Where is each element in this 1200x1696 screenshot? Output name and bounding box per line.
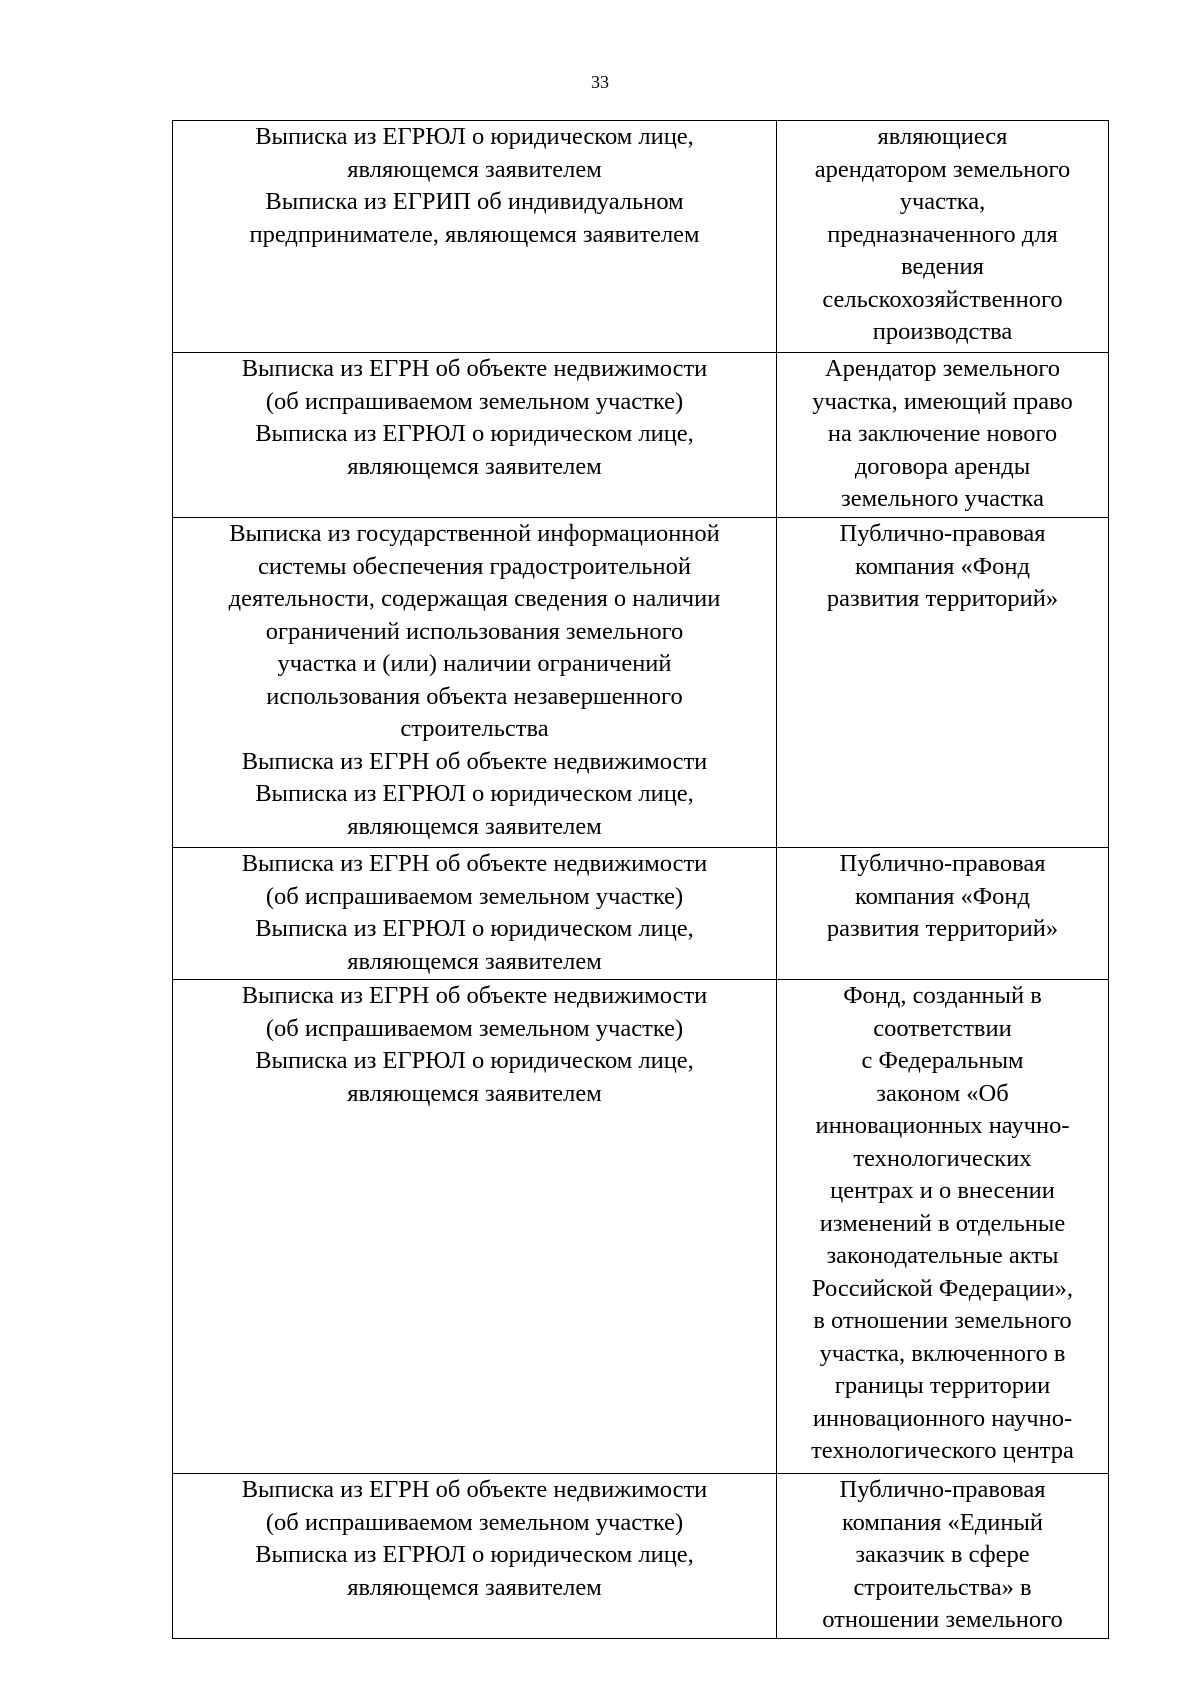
documents-cell bbox=[173, 353, 777, 518]
applicant-line: технологических bbox=[853, 1144, 1032, 1172]
documents-cell bbox=[173, 1474, 777, 1639]
documents-line: являющемся заявителем bbox=[347, 947, 602, 975]
applicant-cell bbox=[777, 848, 1109, 980]
applicant-cell bbox=[777, 121, 1109, 353]
applicant-line: сельскохозяйственного bbox=[822, 285, 1063, 313]
documents-line: ограничений использования земельного bbox=[265, 617, 684, 645]
applicant-cell bbox=[777, 353, 1109, 518]
applicant-line: Российской Федерации», bbox=[812, 1274, 1073, 1302]
applicant-line: развития территорий» bbox=[826, 585, 1059, 612]
applicant-line: ведения bbox=[901, 253, 984, 280]
table-row bbox=[173, 848, 1109, 980]
documents-line: являющемся заявителем bbox=[347, 1573, 602, 1601]
applicant-line: строительства» в bbox=[853, 1573, 1032, 1601]
documents-line: (об испрашиваемом земельном участке) bbox=[265, 387, 684, 415]
applicant-line: с Федеральным bbox=[861, 1047, 1024, 1074]
documents-line: Выписка из ЕГРЮЛ о юридическом лице, bbox=[255, 123, 694, 150]
documents-line: являющемся заявителем bbox=[347, 1079, 602, 1107]
applicant-line: Публично-правовая bbox=[839, 520, 1046, 547]
documents-cell bbox=[173, 848, 777, 980]
documents-line: строительства bbox=[400, 715, 549, 742]
documents-cell bbox=[173, 121, 777, 353]
applicant-line: участка, имеющий право bbox=[812, 387, 1073, 415]
applicant-line: на заключение нового bbox=[827, 420, 1058, 447]
applicant-line: участка, включенного в bbox=[819, 1339, 1066, 1367]
applicant-line: компания «Фонд bbox=[855, 882, 1030, 910]
applicant-line: арендатором земельного bbox=[814, 155, 1071, 183]
applicant-cell bbox=[777, 1474, 1109, 1639]
documents-line: Выписка из ЕГРИП об индивидуальном bbox=[265, 188, 684, 215]
applicant-line: Арендатор земельного bbox=[824, 355, 1061, 382]
table-row bbox=[173, 1474, 1109, 1639]
applicant-line: Публично-правовая bbox=[839, 850, 1046, 877]
documents-line: являющемся заявителем bbox=[347, 155, 602, 183]
applicant-line: отношении земельного bbox=[822, 1606, 1063, 1633]
documents-line: являющемся заявителем bbox=[347, 452, 602, 480]
documents-line: Выписка из ЕГРН об объекте недвижимости bbox=[241, 355, 708, 382]
documents-cell bbox=[173, 980, 777, 1474]
applicant-line: центрах и о внесении bbox=[830, 1177, 1055, 1204]
applicant-line: инновационных научно- bbox=[815, 1112, 1070, 1139]
documents-line: (об испрашиваемом земельном участке) bbox=[265, 1014, 684, 1042]
table-row bbox=[173, 121, 1109, 353]
applicant-line: компания «Фонд bbox=[855, 552, 1030, 580]
applicant-cell bbox=[777, 518, 1109, 848]
applicant-line: договора аренды bbox=[854, 452, 1031, 480]
documents-line: Выписка из государственной информационной bbox=[229, 520, 720, 547]
applicant-line: соответствии bbox=[873, 1014, 1012, 1042]
applicant-line: законом «Об bbox=[876, 1079, 1009, 1107]
applicant-line: участка, bbox=[899, 188, 986, 215]
table-row bbox=[173, 980, 1109, 1474]
documents-line: (об испрашиваемом земельном участке) bbox=[265, 882, 684, 910]
documents-line: Выписка из ЕГРН об объекте недвижимости bbox=[241, 982, 708, 1009]
documents-line: Выписка из ЕГРЮЛ о юридическом лице, bbox=[255, 1541, 694, 1568]
documents-line: Выписка из ЕГРЮЛ о юридическом лице, bbox=[255, 780, 694, 807]
table-row bbox=[173, 518, 1109, 848]
documents-line: участка и (или) наличии ограничений bbox=[277, 650, 672, 677]
applicant-cell bbox=[777, 980, 1109, 1474]
documents-cell bbox=[173, 518, 777, 848]
documents-table bbox=[172, 120, 1109, 1639]
page-number: 33 bbox=[591, 72, 609, 92]
applicant-line: Фонд, созданный в bbox=[843, 982, 1042, 1009]
applicant-line: границы территории bbox=[834, 1372, 1051, 1399]
applicant-line: Публично-правовая bbox=[839, 1476, 1046, 1503]
documents-line: Выписка из ЕГРЮЛ о юридическом лице, bbox=[255, 915, 694, 942]
documents-line: Выписка из ЕГРН об объекте недвижимости bbox=[241, 1476, 708, 1503]
documents-line: Выписка из ЕГРЮЛ о юридическом лице, bbox=[255, 1047, 694, 1074]
documents-line: Выписка из ЕГРН об объекте недвижимости bbox=[241, 747, 708, 775]
table-row bbox=[173, 353, 1109, 518]
applicant-line: инновационного научно- bbox=[812, 1404, 1073, 1432]
applicant-line: компания «Единый bbox=[841, 1508, 1044, 1536]
applicant-line: изменений в отдельные bbox=[819, 1209, 1066, 1237]
applicant-line: земельного участка bbox=[841, 485, 1044, 512]
documents-line: Выписка из ЕГРЮЛ о юридическом лице, bbox=[255, 420, 694, 447]
documents-line: деятельности, содержащая сведения о наличии bbox=[228, 585, 721, 612]
applicant-line: производства bbox=[872, 318, 1013, 345]
documents-line: предпринимателе, являющемся заявителем bbox=[249, 220, 700, 248]
applicant-line: являющиеся bbox=[877, 123, 1008, 150]
applicant-line: развития территорий» bbox=[826, 915, 1059, 942]
documents-line: использования объекта незавершенного bbox=[266, 682, 683, 710]
documents-line: (об испрашиваемом земельном участке) bbox=[265, 1508, 684, 1536]
table-body bbox=[173, 121, 1109, 1639]
documents-line: являющемся заявителем bbox=[347, 812, 602, 840]
documents-line: системы обеспечения градостроительной bbox=[258, 552, 691, 580]
applicant-line: законодательные акты bbox=[826, 1242, 1059, 1269]
applicant-line: в отношении земельного bbox=[813, 1307, 1072, 1334]
documents-line: Выписка из ЕГРН об объекте недвижимости bbox=[241, 850, 708, 877]
applicant-line: технологического центра bbox=[811, 1437, 1074, 1464]
applicant-line: заказчик в сфере bbox=[855, 1541, 1030, 1568]
applicant-line: предназначенного для bbox=[827, 220, 1058, 248]
